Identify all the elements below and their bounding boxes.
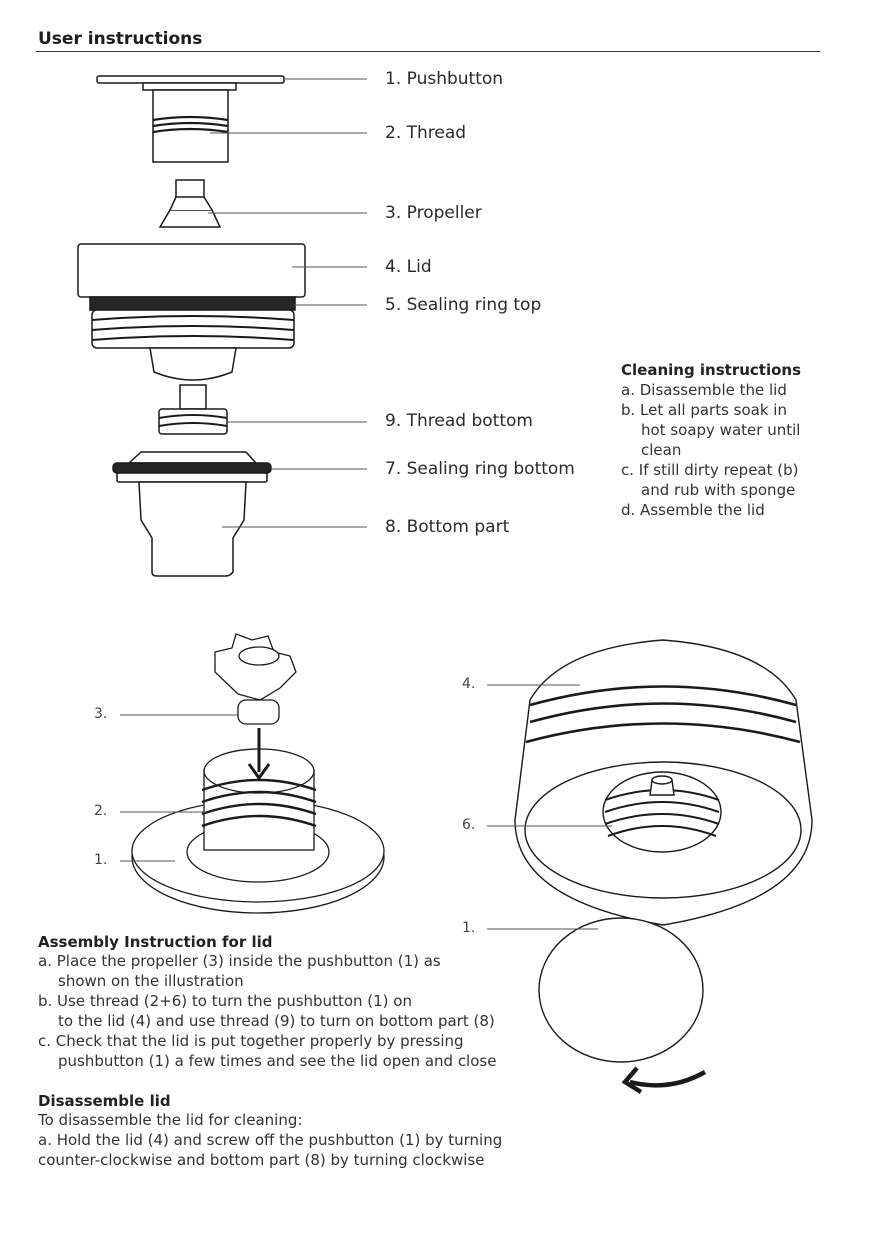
callout-1-right: 1. xyxy=(462,920,476,936)
disassemble-title: Disassemble lid xyxy=(38,1092,171,1110)
cleaning-line: hot soapy water until xyxy=(641,421,801,439)
callout-6: 6. xyxy=(462,817,476,833)
assembly-line: a. Place the propeller (3) inside the pushbutton (1) as xyxy=(38,952,441,970)
propeller-illustration xyxy=(215,634,296,700)
assembly-line: b. Use thread (2+6) to turn the pushbutton (1) on xyxy=(38,992,412,1010)
disassemble-line: counter-clockwise and bottom part (8) by turning clockwise xyxy=(38,1151,485,1169)
cleaning-line: a. Disassemble the lid xyxy=(621,381,787,399)
label-bottom-part: 8. Bottom part xyxy=(385,517,510,537)
assembly-title: Assembly Instruction for lid xyxy=(38,933,273,951)
disassemble-line: To disassemble the lid for cleaning: xyxy=(38,1111,303,1129)
lid-part xyxy=(78,244,305,297)
label-propeller: 3. Propeller xyxy=(385,203,482,223)
label-pushbutton: 1. Pushbutton xyxy=(385,69,504,89)
page-title: User instructions xyxy=(38,29,203,49)
assembly-line: pushbutton (1) a few times and see the lid open and close xyxy=(58,1052,497,1070)
label-lid: 4. Lid xyxy=(385,257,432,277)
cleaning-line: d. Assemble the lid xyxy=(621,501,765,519)
cleaning-instructions xyxy=(621,360,801,520)
thread-bottom-part xyxy=(159,409,227,434)
thread-part xyxy=(153,90,228,162)
disassemble-line: a. Hold the lid (4) and screw off the pushbutton (1) by turning xyxy=(38,1131,503,1149)
disassemble-instructions xyxy=(38,1092,502,1170)
assembly-line: c. Check that the lid is put together properly by pressing xyxy=(38,1032,464,1050)
sealing-ring-top xyxy=(90,297,295,310)
pushbutton-illustration xyxy=(539,918,703,1062)
label-thread-bottom: 9. Thread bottom xyxy=(385,411,533,431)
callout-3: 3. xyxy=(94,706,108,722)
callout-2: 2. xyxy=(94,803,108,819)
assembly-line: shown on the illustration xyxy=(58,972,244,990)
assembly-line: to the lid (4) and use thread (9) to turn on bottom part (8) xyxy=(58,1012,495,1030)
pushbutton-part xyxy=(97,76,284,83)
label-sealing-ring-top: 5. Sealing ring top xyxy=(385,295,542,315)
cleaning-line: c. If still dirty repeat (b) xyxy=(621,461,799,479)
assembly-instructions xyxy=(38,933,496,1071)
label-sealing-ring-bottom: 7. Sealing ring bottom xyxy=(385,459,575,479)
cleaning-title: Cleaning instructions xyxy=(621,361,802,379)
label-thread: 2. Thread xyxy=(385,123,467,143)
cleaning-line: and rub with sponge xyxy=(641,481,796,499)
callout-1: 1. xyxy=(94,852,108,868)
sealing-ring-bottom xyxy=(113,463,271,473)
cleaning-line: clean xyxy=(641,441,682,459)
rotation-arrow-icon xyxy=(630,1072,705,1085)
cleaning-line: b. Let all parts soak in xyxy=(621,401,787,419)
callout-4: 4. xyxy=(462,676,476,692)
bottom-part xyxy=(139,482,246,576)
